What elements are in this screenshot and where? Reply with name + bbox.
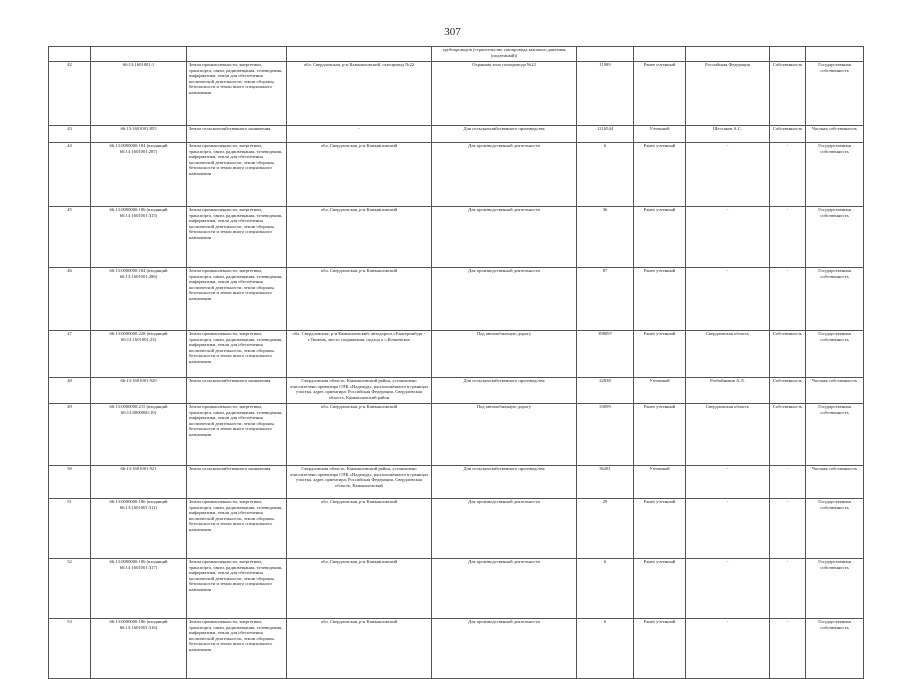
address: обл. Свердловская, р-н Камышловский	[287, 619, 432, 679]
permitted-use: Для сельскохозяйственного производства	[432, 126, 577, 143]
right-type: -	[770, 619, 806, 679]
land-category: Земли промышленности, энергетики, транспорта, связи, радиовещания, телевидения, информатики, земли для обеспечения космической деятельности, земли обороны, безопасности и земли иного специального назначения	[187, 143, 287, 207]
cadastral-number: 66:13:0000000:215 (входящий 66:13:0000000:10)	[91, 404, 187, 466]
table-row	[49, 378, 864, 404]
row-number: 47	[49, 331, 91, 378]
ownership-form: Государственная собственность	[806, 331, 864, 378]
cadastral-number: 66:13:0000000:186 (входящий 66:13:1601001:317)	[91, 559, 187, 619]
cell	[187, 47, 287, 62]
row-number: 45	[49, 207, 91, 268]
cadastral-number: 66:13:1601001:1	[91, 62, 187, 126]
row-number: 42	[49, 62, 91, 126]
rightholder: -	[686, 559, 770, 619]
table-row	[49, 126, 864, 143]
land-category: Земли промышленности, энергетики, транспорта, связи, радиовещания, телевидения, информатики, земли для обеспечения космической деятельности, земли обороны, безопасности и земли иного специального назначения	[187, 404, 287, 466]
record-status: Ранее учтенный	[634, 207, 686, 268]
cell	[49, 47, 91, 62]
address: -	[287, 126, 432, 143]
address: обл. Свердловская, р-н Камышловский	[287, 207, 432, 268]
area: 11989	[577, 62, 634, 126]
cadastral-number: 66:13:0000000:186 (входящий 66:13:1601001:311)	[91, 499, 187, 559]
cadastral-number: 66:13:1601001:921	[91, 466, 187, 499]
area: 36281	[577, 466, 634, 499]
right-type: -	[770, 466, 806, 499]
row-number: 44	[49, 143, 91, 207]
table-row	[49, 62, 864, 126]
rightholder: -	[686, 466, 770, 499]
table-row	[49, 268, 864, 331]
table-row	[49, 499, 864, 559]
address: обл. Свердловская, р-н Камышловский	[287, 404, 432, 466]
row-number: 48	[49, 378, 91, 404]
rightholder: -	[686, 619, 770, 679]
rightholder: Российская Федерация	[686, 62, 770, 126]
area: 1216544	[577, 126, 634, 143]
rightholder: -	[686, 143, 770, 207]
ownership-form: Государственная собственность	[806, 499, 864, 559]
area: 6	[577, 143, 634, 207]
ownership-form: Государственная собственность	[806, 143, 864, 207]
area: 6	[577, 619, 634, 679]
ownership-form: Государственная собственность	[806, 619, 864, 679]
page-number: 307	[444, 26, 461, 38]
address: обл. Свердловская, р-н Камышловский	[287, 268, 432, 331]
rightholder: -	[686, 268, 770, 331]
table-row	[49, 207, 864, 268]
row-number: 50	[49, 466, 91, 499]
ownership-form: Частная собственность	[806, 378, 864, 404]
address: Свердловская область, Камышловский район, установлено относительно ориентира СПК «Надежда», расположенного в границах участка, адрес ориентира: Российская Федерация, Свердловская область, Камышловский район	[287, 378, 432, 404]
record-status: Учтенный	[634, 466, 686, 499]
rightholder: Шестаков А.С.	[686, 126, 770, 143]
area: 33099	[577, 404, 634, 466]
table-row	[49, 559, 864, 619]
cadastral-number: 66:13:0000000:184 (входящий 66:13:1601001:287)	[91, 143, 187, 207]
cell	[287, 47, 432, 62]
rightholder: Свердловская область	[686, 404, 770, 466]
table-row	[49, 619, 864, 679]
land-category: Земли промышленности, энергетики, транспорта, связи, радиовещания, телевидения, информатики, земли для обеспечения космической деятельности, земли обороны, безопасности и земли иного специального назначения	[187, 619, 287, 679]
land-register-table	[48, 46, 864, 679]
ownership-form: Государственная собственность	[806, 62, 864, 126]
permitted-use: Под автомобильную дорогу	[432, 404, 577, 466]
cadastral-number: 66:13:0000000:228 (входящий 66:13:1601001:23)	[91, 331, 187, 378]
table-body	[49, 47, 864, 679]
right-type: Собственность	[770, 126, 806, 143]
rightholder: Разбойников А.Л.	[686, 378, 770, 404]
rightholder: -	[686, 207, 770, 268]
cadastral-number: 66:13:0000000:186 (входящий 66:13:1601001:315)	[91, 207, 187, 268]
address: обл. Свердловская, р-н Камышловский	[287, 143, 432, 207]
ownership-form: Государственная собственность	[806, 207, 864, 268]
land-category: Земли промышленности, энергетики, транспорта, связи, радиовещания, телевидения, информатики, земли для обеспечения космической деятельности, земли обороны, безопасности и земли иного специального назначения	[187, 268, 287, 331]
continuation-row	[49, 47, 864, 62]
right-type: -	[770, 499, 806, 559]
area: 29	[577, 499, 634, 559]
record-status: Ранее учтенный	[634, 331, 686, 378]
right-type: -	[770, 559, 806, 619]
area: 36	[577, 207, 634, 268]
record-status: Ранее учтенный	[634, 559, 686, 619]
permitted-use: Для производственной деятельности	[432, 268, 577, 331]
record-status: Ранее учтенный	[634, 404, 686, 466]
address: Свердловская область, Камышловский район, установлено относительно ориентира СПК «Надежда», расположенного в границах участка, адрес ориентира: Российская Федерация, Свердловская область, Камышловский	[287, 466, 432, 499]
land-category: Земли сельскохозяйственного назначения	[187, 378, 287, 404]
record-status: Ранее учтенный	[634, 499, 686, 559]
land-category: Земли промышленности, энергетики, транспорта, связи, радиовещания, телевидения, информатики, земли для обеспечения космической деятельности, земли обороны, безопасности и земли иного специального назначения	[187, 331, 287, 378]
right-type: Собственность	[770, 331, 806, 378]
table-row	[49, 404, 864, 466]
permitted-use: Под автомобильную дорогу	[432, 331, 577, 378]
row-number: 52	[49, 559, 91, 619]
cell	[634, 47, 686, 62]
record-status: Ранее учтенный	[634, 619, 686, 679]
area: 398097	[577, 331, 634, 378]
permitted-use: Для сельскохозяйственного производства	[432, 466, 577, 499]
right-type: Собственность	[770, 404, 806, 466]
right-type: Собственность	[770, 62, 806, 126]
permitted-use: Для производственной деятельности	[432, 143, 577, 207]
row-number: 46	[49, 268, 91, 331]
row-number: 53	[49, 619, 91, 679]
permitted-use: Охранная зона газопровода №22	[432, 62, 577, 126]
permitted-use: Для производственной деятельности	[432, 619, 577, 679]
area: 22838	[577, 378, 634, 404]
permitted-use: Для производственной деятельности	[432, 499, 577, 559]
cell	[770, 47, 806, 62]
cadastral-number: 66:13:0000000:186 (входящий 66:13:1601001:316)	[91, 619, 187, 679]
right-type: Собственность	[770, 378, 806, 404]
land-category: Земли сельскохозяйственного назначения	[187, 466, 287, 499]
permitted-use: Для сельскохозяйственного производства	[432, 378, 577, 404]
cell	[577, 47, 634, 62]
row-number: 43	[49, 126, 91, 143]
ownership-form: Частная собственность	[806, 126, 864, 143]
land-category: Земли сельскохозяйственного назначения	[187, 126, 287, 143]
row-number: 49	[49, 404, 91, 466]
cadastral-number: 66:13:1601001:855	[91, 126, 187, 143]
area: 87	[577, 268, 634, 331]
table-row	[49, 466, 864, 499]
cadastral-number: 66:13:0000000:184 (входящий 66:13:1601001:286)	[91, 268, 187, 331]
cell	[806, 47, 864, 62]
area: 6	[577, 559, 634, 619]
ownership-form: Частная собственность	[806, 466, 864, 499]
continuation-text: трубопроводов (строительство газопровода высокого давления (подземный))	[432, 47, 577, 62]
ownership-form: Государственная собственность	[806, 559, 864, 619]
table-row	[49, 143, 864, 207]
record-status: Ранее учтенный	[634, 268, 686, 331]
address: обл. Свердловская, р-н Камышловский, газопровод №22	[287, 62, 432, 126]
permitted-use: Для производственной деятельности	[432, 207, 577, 268]
land-category: Земли промышленности, энергетики, транспорта, связи, радиовещания, телевидения, информатики, земли для обеспечения космической деятельности, земли обороны, безопасности и земли иного специального назначения	[187, 499, 287, 559]
land-category: Земли промышленности, энергетики, транспорта, связи, радиовещания, телевидения, информатики, земли для обеспечения космической деятельности, земли обороны, безопасности и земли иного специального назначения	[187, 62, 287, 126]
rightholder: Свердловская область	[686, 331, 770, 378]
record-status: Ранее учтенный	[634, 143, 686, 207]
right-type: -	[770, 143, 806, 207]
ownership-form: Государственная собственность	[806, 268, 864, 331]
table-row	[49, 331, 864, 378]
land-category: Земли промышленности, энергетики, транспорта, связи, радиовещания, телевидения, информатики, земли для обеспечения космической деятельности, земли обороны, безопасности и земли иного специального назначения	[187, 207, 287, 268]
address: обл. Свердловская, р-н Камышловский	[287, 499, 432, 559]
cell	[686, 47, 770, 62]
right-type: -	[770, 268, 806, 331]
record-status: Учтенный	[634, 378, 686, 404]
record-status: Ранее учтенный	[634, 62, 686, 126]
land-category: Земли промышленности, энергетики, транспорта, связи, радиовещания, телевидения, информатики, земли для обеспечения космической деятельности, земли обороны, безопасности и земли иного специального назначения	[187, 559, 287, 619]
right-type: -	[770, 207, 806, 268]
ownership-form: Государственная собственность	[806, 404, 864, 466]
record-status: Учтенный	[634, 126, 686, 143]
address: обл. Свердловская, р-н Камышловский, автодорога г.Екатеринбург - г.Тюмень, место сопряжения, подход к с.Кочневское	[287, 331, 432, 378]
cadastral-number: 66:13:1601001:920	[91, 378, 187, 404]
row-number: 51	[49, 499, 91, 559]
permitted-use: Для производственной деятельности	[432, 559, 577, 619]
address: обл. Свердловская, р-н Камышловский	[287, 559, 432, 619]
rightholder: -	[686, 499, 770, 559]
cell	[91, 47, 187, 62]
